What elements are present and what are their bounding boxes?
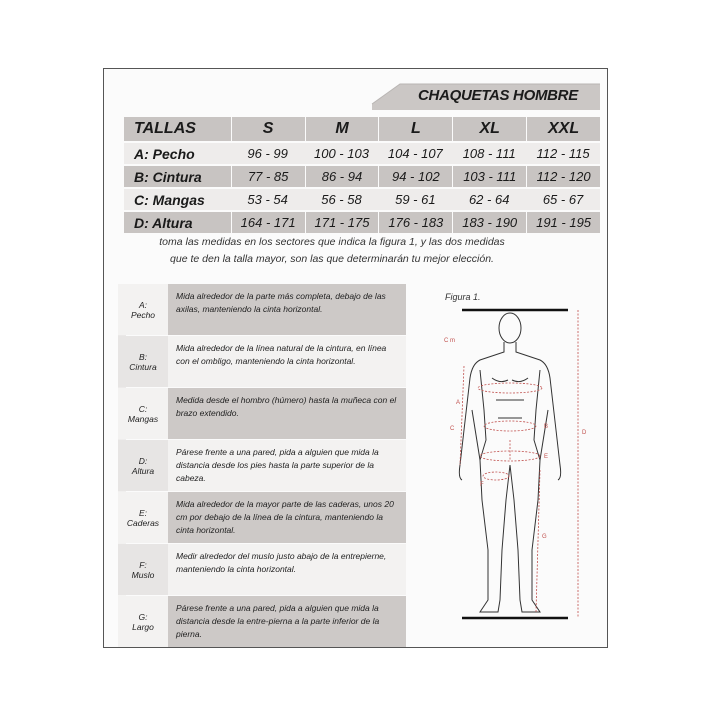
table-cell: 103 - 111 (452, 166, 526, 187)
guide-row-muslo (118, 544, 406, 595)
table-row (124, 143, 600, 164)
svg-text:C: C (450, 426, 455, 432)
svg-text:A: A (456, 400, 461, 406)
title-banner (0, 0, 720, 120)
table-cell: 96 - 99 (231, 143, 305, 164)
table-cell: 171 - 175 (305, 212, 379, 233)
row-label: C: Mangas (124, 189, 231, 210)
guide-description: Mida alrededor de la línea natural de la cintura, en línea con el ombligo, manteniendo la cinta horizontal. (168, 336, 406, 387)
table-cell: 86 - 94 (305, 166, 379, 187)
table-cell: 191 - 195 (526, 212, 600, 233)
banner-title: CHAQUETAS HOMBRE (418, 87, 578, 104)
guide-row-pecho (118, 284, 406, 335)
table-cell: 176 - 183 (378, 212, 452, 233)
figure-label: Figura 1. (445, 292, 481, 302)
table-cell: 94 - 102 (378, 166, 452, 187)
guide-code: F: Muslo (118, 544, 168, 595)
guide-code: B: Cintura (118, 336, 168, 387)
header-cell: XL (452, 117, 526, 141)
svg-text:B: B (544, 424, 549, 430)
size-table-header (124, 117, 600, 141)
table-cell: 65 - 67 (526, 189, 600, 210)
svg-text:D: D (582, 430, 587, 436)
guide-row-caderas (118, 492, 406, 543)
guide-code: D: Altura (118, 440, 168, 491)
guide-row-mangas (118, 388, 406, 439)
svg-text:G: G (542, 534, 547, 540)
guide-row-largo (118, 596, 406, 647)
note-line: que te den la talla mayor, son las que determinarán tu mejor elección. (170, 253, 494, 265)
guide-description: Medir alrededor del muslo justo abajo de la entrepierne, manteniendo la cinta horizontal. (168, 544, 406, 595)
guide-description: Medida desde el hombro (húmero) hasta la muñeca con el brazo extendido. (168, 388, 406, 439)
row-label: D: Altura (124, 212, 231, 233)
svg-text:C m: C m (444, 338, 455, 344)
guide-description: Mida alrededor de la parte más completa, debajo de las axilas, manteniendo la cinta horizontal. (168, 284, 406, 335)
human-outline-icon (459, 313, 560, 612)
table-cell: 104 - 107 (378, 143, 452, 164)
measurement-guide (118, 284, 406, 648)
guide-description: Párese frente a una pared, pida a alguien que mida la distancia desde los pies hasta la parte superior de la cabeza. (168, 440, 406, 491)
table-row (124, 189, 600, 210)
guide-description: Párese frente a una pared, pida a alguien que mida la distancia desde la entre-pierna a la parte inferior de la pierna. (168, 596, 406, 647)
table-row (124, 166, 600, 187)
table-cell: 56 - 58 (305, 189, 379, 210)
table-row (124, 212, 600, 233)
header-cell: L (378, 117, 452, 141)
svg-text:F: F (480, 482, 484, 488)
body-figure (440, 300, 590, 630)
guide-code: G: Largo (118, 596, 168, 647)
row-label: A: Pecho (124, 143, 231, 164)
measurement-markers (444, 338, 587, 540)
table-cell: 112 - 120 (526, 166, 600, 187)
table-cell: 100 - 103 (305, 143, 379, 164)
table-cell: 77 - 85 (231, 166, 305, 187)
table-cell: 183 - 190 (452, 212, 526, 233)
svg-text:E: E (544, 454, 549, 460)
table-cell: 108 - 111 (452, 143, 526, 164)
guide-row-altura (118, 440, 406, 491)
header-cell: S (231, 117, 305, 141)
table-cell: 164 - 171 (231, 212, 305, 233)
guide-code: C: Mangas (118, 388, 168, 439)
table-cell: 53 - 54 (231, 189, 305, 210)
guide-description: Mida alrededor de la mayor parte de las caderas, unos 20 cm por debajo de la línea de la cintura, manteniendo la cinta horizontal. (168, 492, 406, 543)
header-cell: TALLAS (124, 117, 231, 141)
guide-code: E: Caderas (118, 492, 168, 543)
header-cell: XXL (526, 117, 600, 141)
size-table (124, 115, 600, 235)
table-cell: 59 - 61 (378, 189, 452, 210)
measurement-note (132, 234, 532, 268)
table-cell: 112 - 115 (526, 143, 600, 164)
header-cell: M (305, 117, 379, 141)
guide-row-cintura (118, 336, 406, 387)
note-line: toma las medidas en los sectores que indica la figura 1, y las dos medidas (159, 236, 505, 248)
table-cell: 62 - 64 (452, 189, 526, 210)
guide-code: A: Pecho (118, 284, 168, 335)
row-label: B: Cintura (124, 166, 231, 187)
